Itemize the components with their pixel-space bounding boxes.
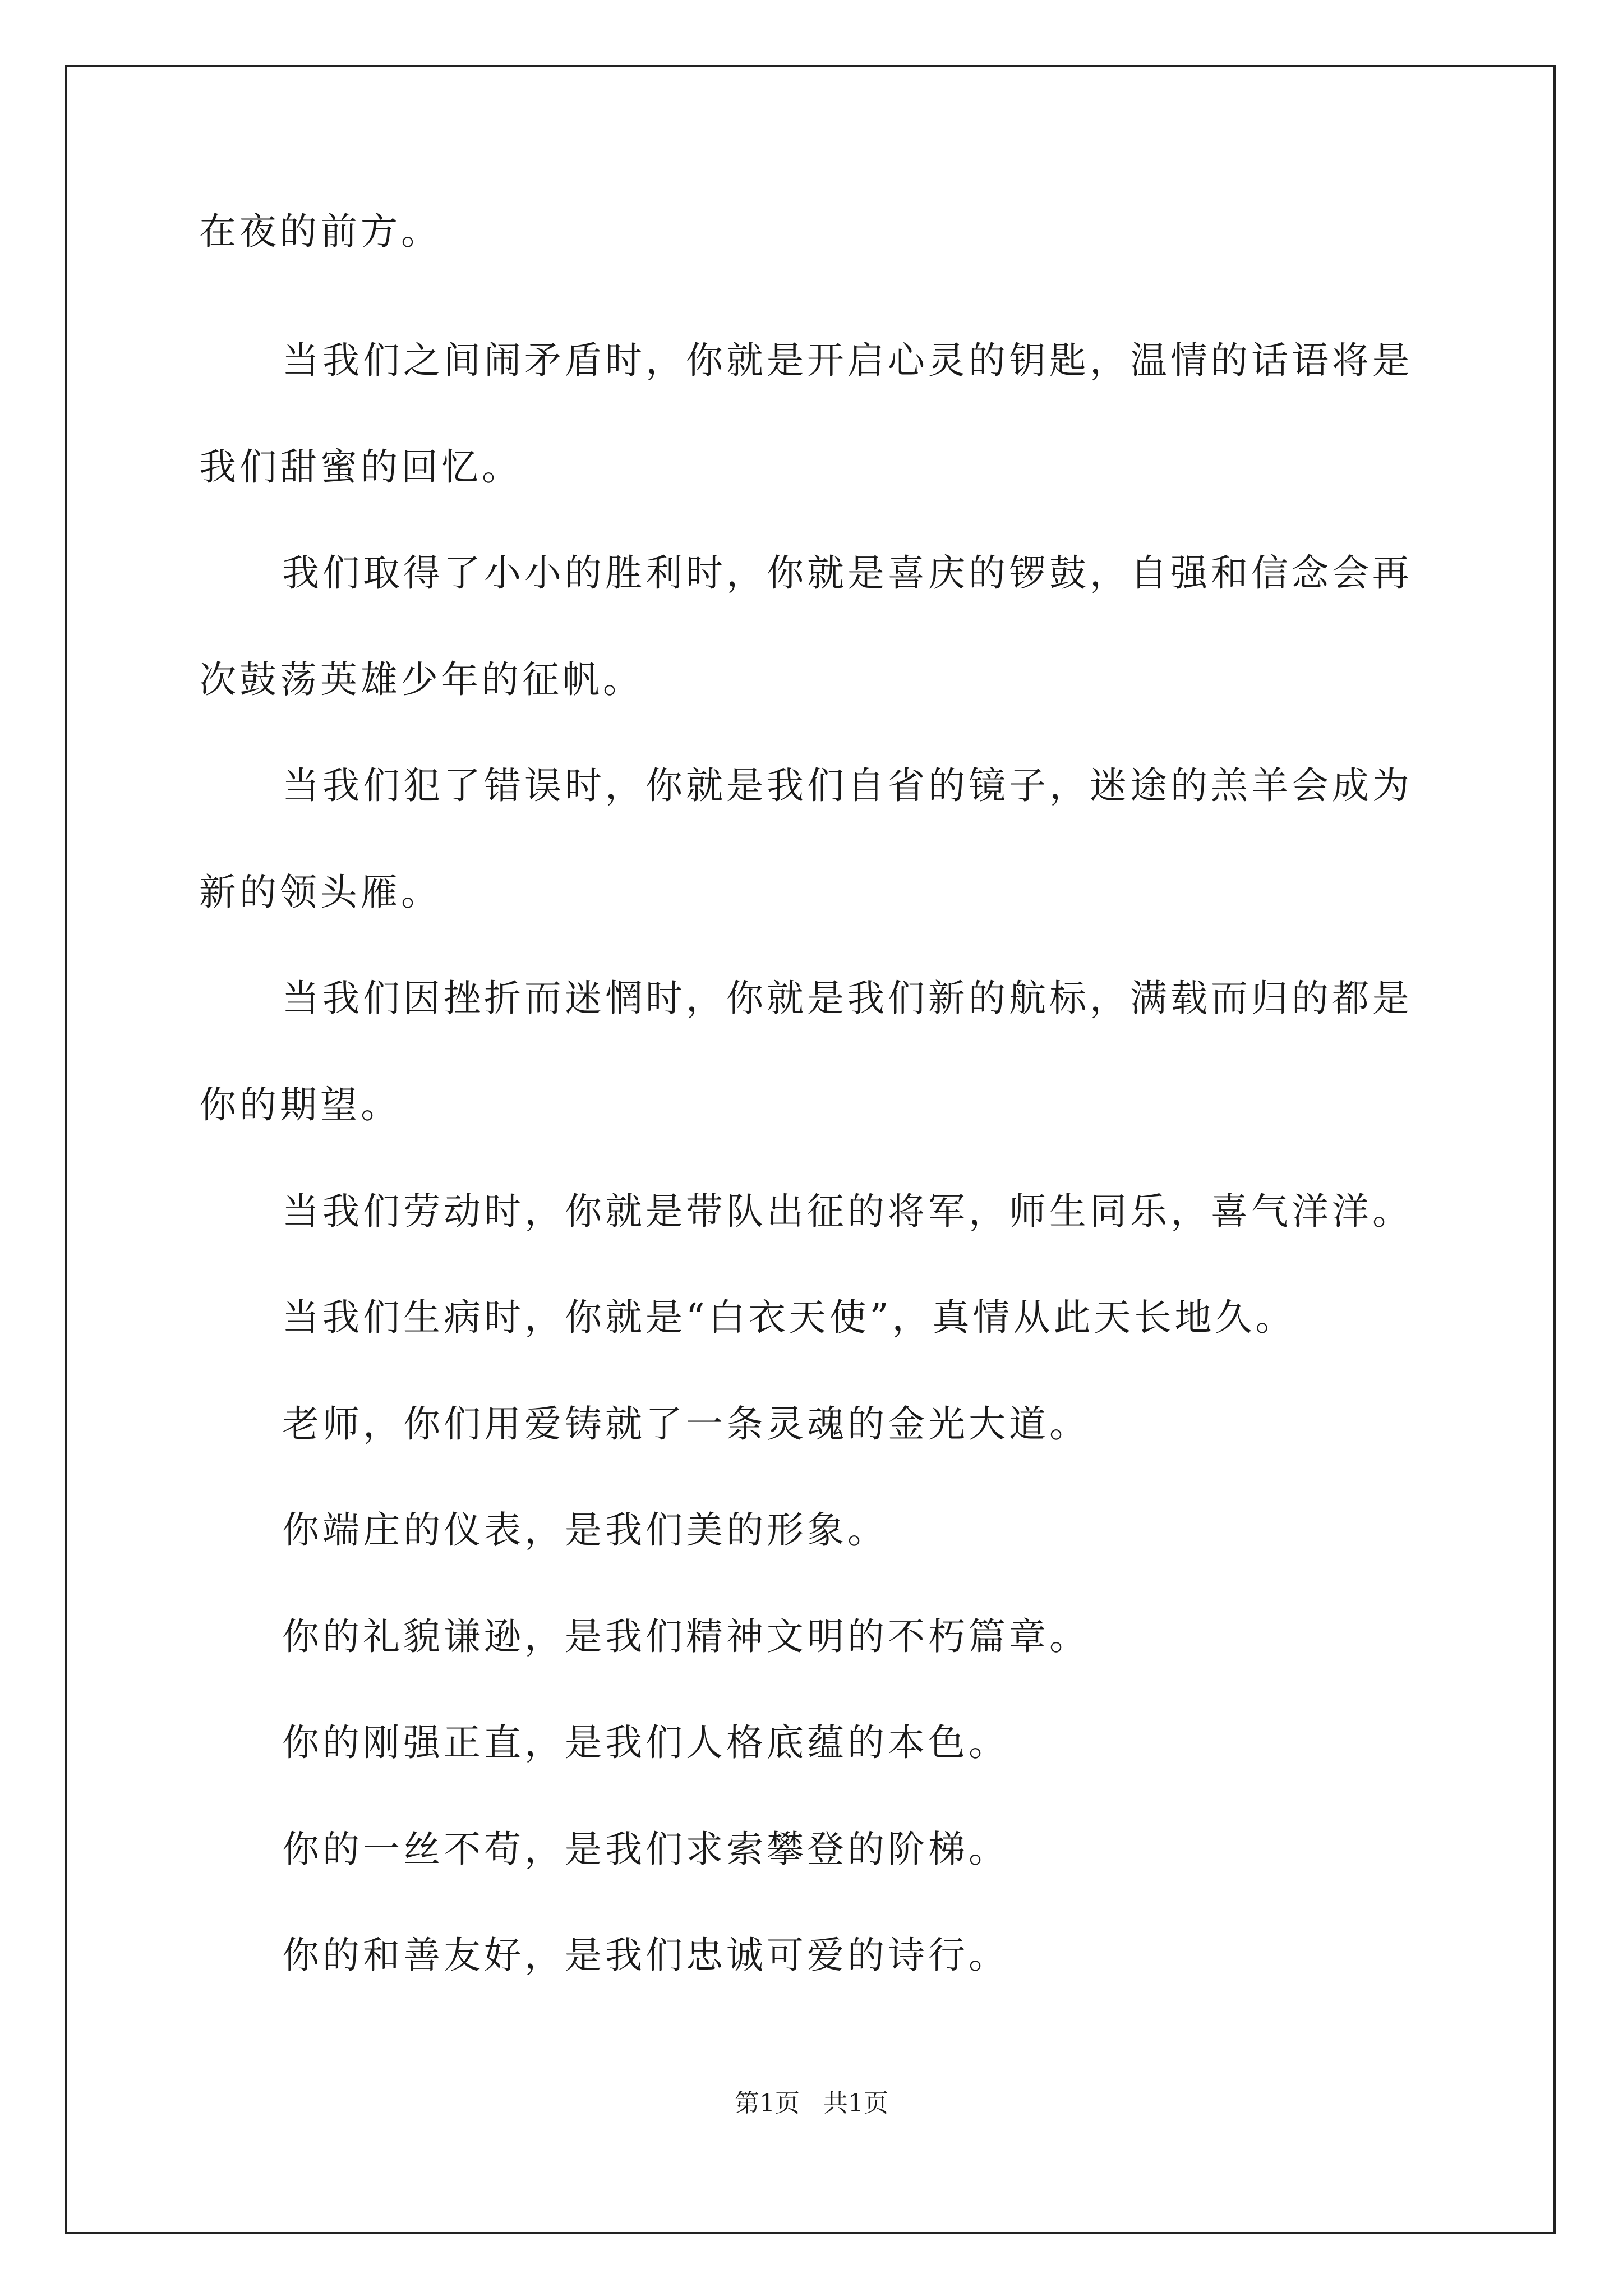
page-total: 共1页 xyxy=(823,2089,888,2118)
text-line: 你的一丝不苟，是我们求索攀登的阶梯。 xyxy=(282,1828,1009,1871)
page-border xyxy=(65,65,1556,2234)
text-line: 次鼓荡英雄少年的征帆。 xyxy=(199,658,643,701)
page-footer xyxy=(0,2088,1623,2119)
text-line: 你端庄的仪表，是我们美的形象。 xyxy=(282,1508,888,1552)
text-line: 当我们劳动时，你就是带队出征的将军，师生同乐，喜气洋洋。 xyxy=(282,1190,1413,1233)
text-line: 在夜的前方。 xyxy=(199,210,441,253)
text-line: 当我们之间闹矛盾时，你就是开启心灵的钥匙，温情的话语将是 xyxy=(282,339,1413,382)
text-line: 你的礼貌谦逊，是我们精神文明的不朽篇章。 xyxy=(282,1615,1090,1658)
text-line: 你的和善友好，是我们忠诚可爱的诗行。 xyxy=(282,1934,1009,1977)
text-line: 新的领头雁。 xyxy=(199,871,441,914)
text-line: 当我们犯了错误时，你就是我们自省的镜子，迷途的羔羊会成为 xyxy=(282,764,1413,807)
page-number: 第1页 xyxy=(735,2089,800,2118)
text-line: 你的期望。 xyxy=(199,1083,401,1126)
text-line: 当我们因挫折而迷惘时，你就是我们新的航标，满载而归的都是 xyxy=(282,977,1413,1020)
text-line: 老师，你们用爱铸就了一条灵魂的金光大道。 xyxy=(282,1402,1090,1446)
text-line: 我们甜蜜的回忆。 xyxy=(199,445,522,489)
text-line: 我们取得了小小的胜利时，你就是喜庆的锣鼓，自强和信念会再 xyxy=(282,551,1413,595)
text-line: 当我们生病时，你就是“白衣天使”，真情从此天长地久。 xyxy=(282,1296,1296,1339)
text-line: 你的刚强正直，是我们人格底蕴的本色。 xyxy=(282,1721,1009,1764)
